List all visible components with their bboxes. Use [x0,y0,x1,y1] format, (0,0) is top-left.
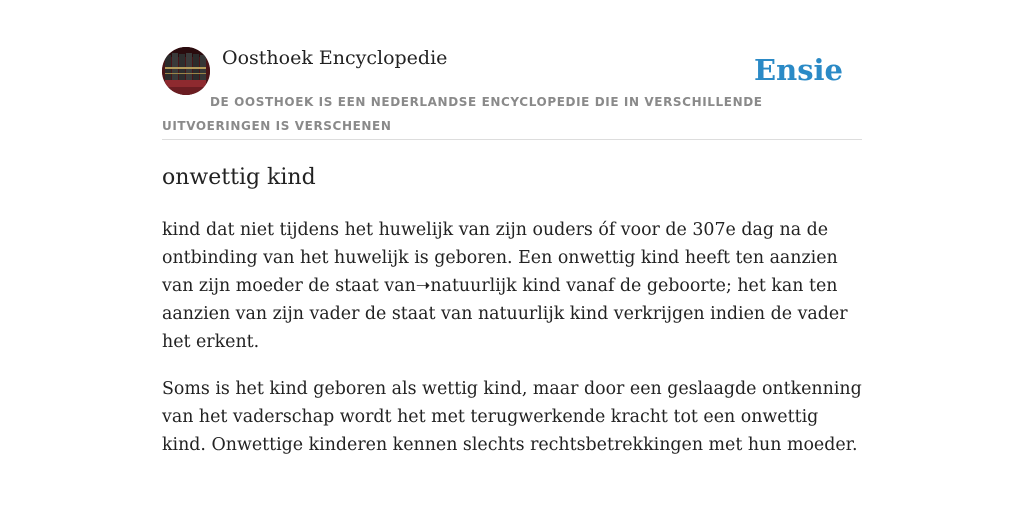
header-divider [162,139,862,140]
source-avatar[interactable] [162,47,210,95]
article-title: onwettig kind [162,165,316,190]
paragraph-1-text: kind dat niet tijdens het huwelijk van zijn ouders óf voor de 307e dag na de ontbinding van het huwelijk is geboren. Een onwettig kind heeft ten aanzien van zijn moeder de staat van [162,220,838,296]
article-body [162,216,862,478]
article-paragraph-2: Soms is het kind geboren als wettig kind, maar door een geslaagde ontkenning van het vaderschap wordt het met terugwerkende kracht tot een onwettig kind. Onwettige kinderen kennen slechts rechtsbetrekkingen met hun moeder. [162,379,862,455]
source-name[interactable]: Oosthoek Encyclopedie [222,47,448,69]
crossref-link-label: natuurlijk kind [430,276,561,296]
article-paragraph-1 [162,216,862,356]
bookshelf-icon [162,47,210,95]
paragraph-1-text-continued: vanaf de geboorte; het kan ten aanzien van zijn vader de staat van natuurlijk kind verkrijgen indien de vader het erkent. [162,276,848,352]
crossref-arrow-icon: ➝ [415,276,431,296]
source-description: DE OOSTHOEK IS EEN NEDERLANDSE ENCYCLOPEDIE DIE IN VERSCHILLENDE UITVOERINGEN IS VERSCHENEN [162,95,763,133]
ensie-logo[interactable]: Ensie [754,53,843,87]
crossref-link-natuurlijk-kind[interactable] [416,276,561,296]
